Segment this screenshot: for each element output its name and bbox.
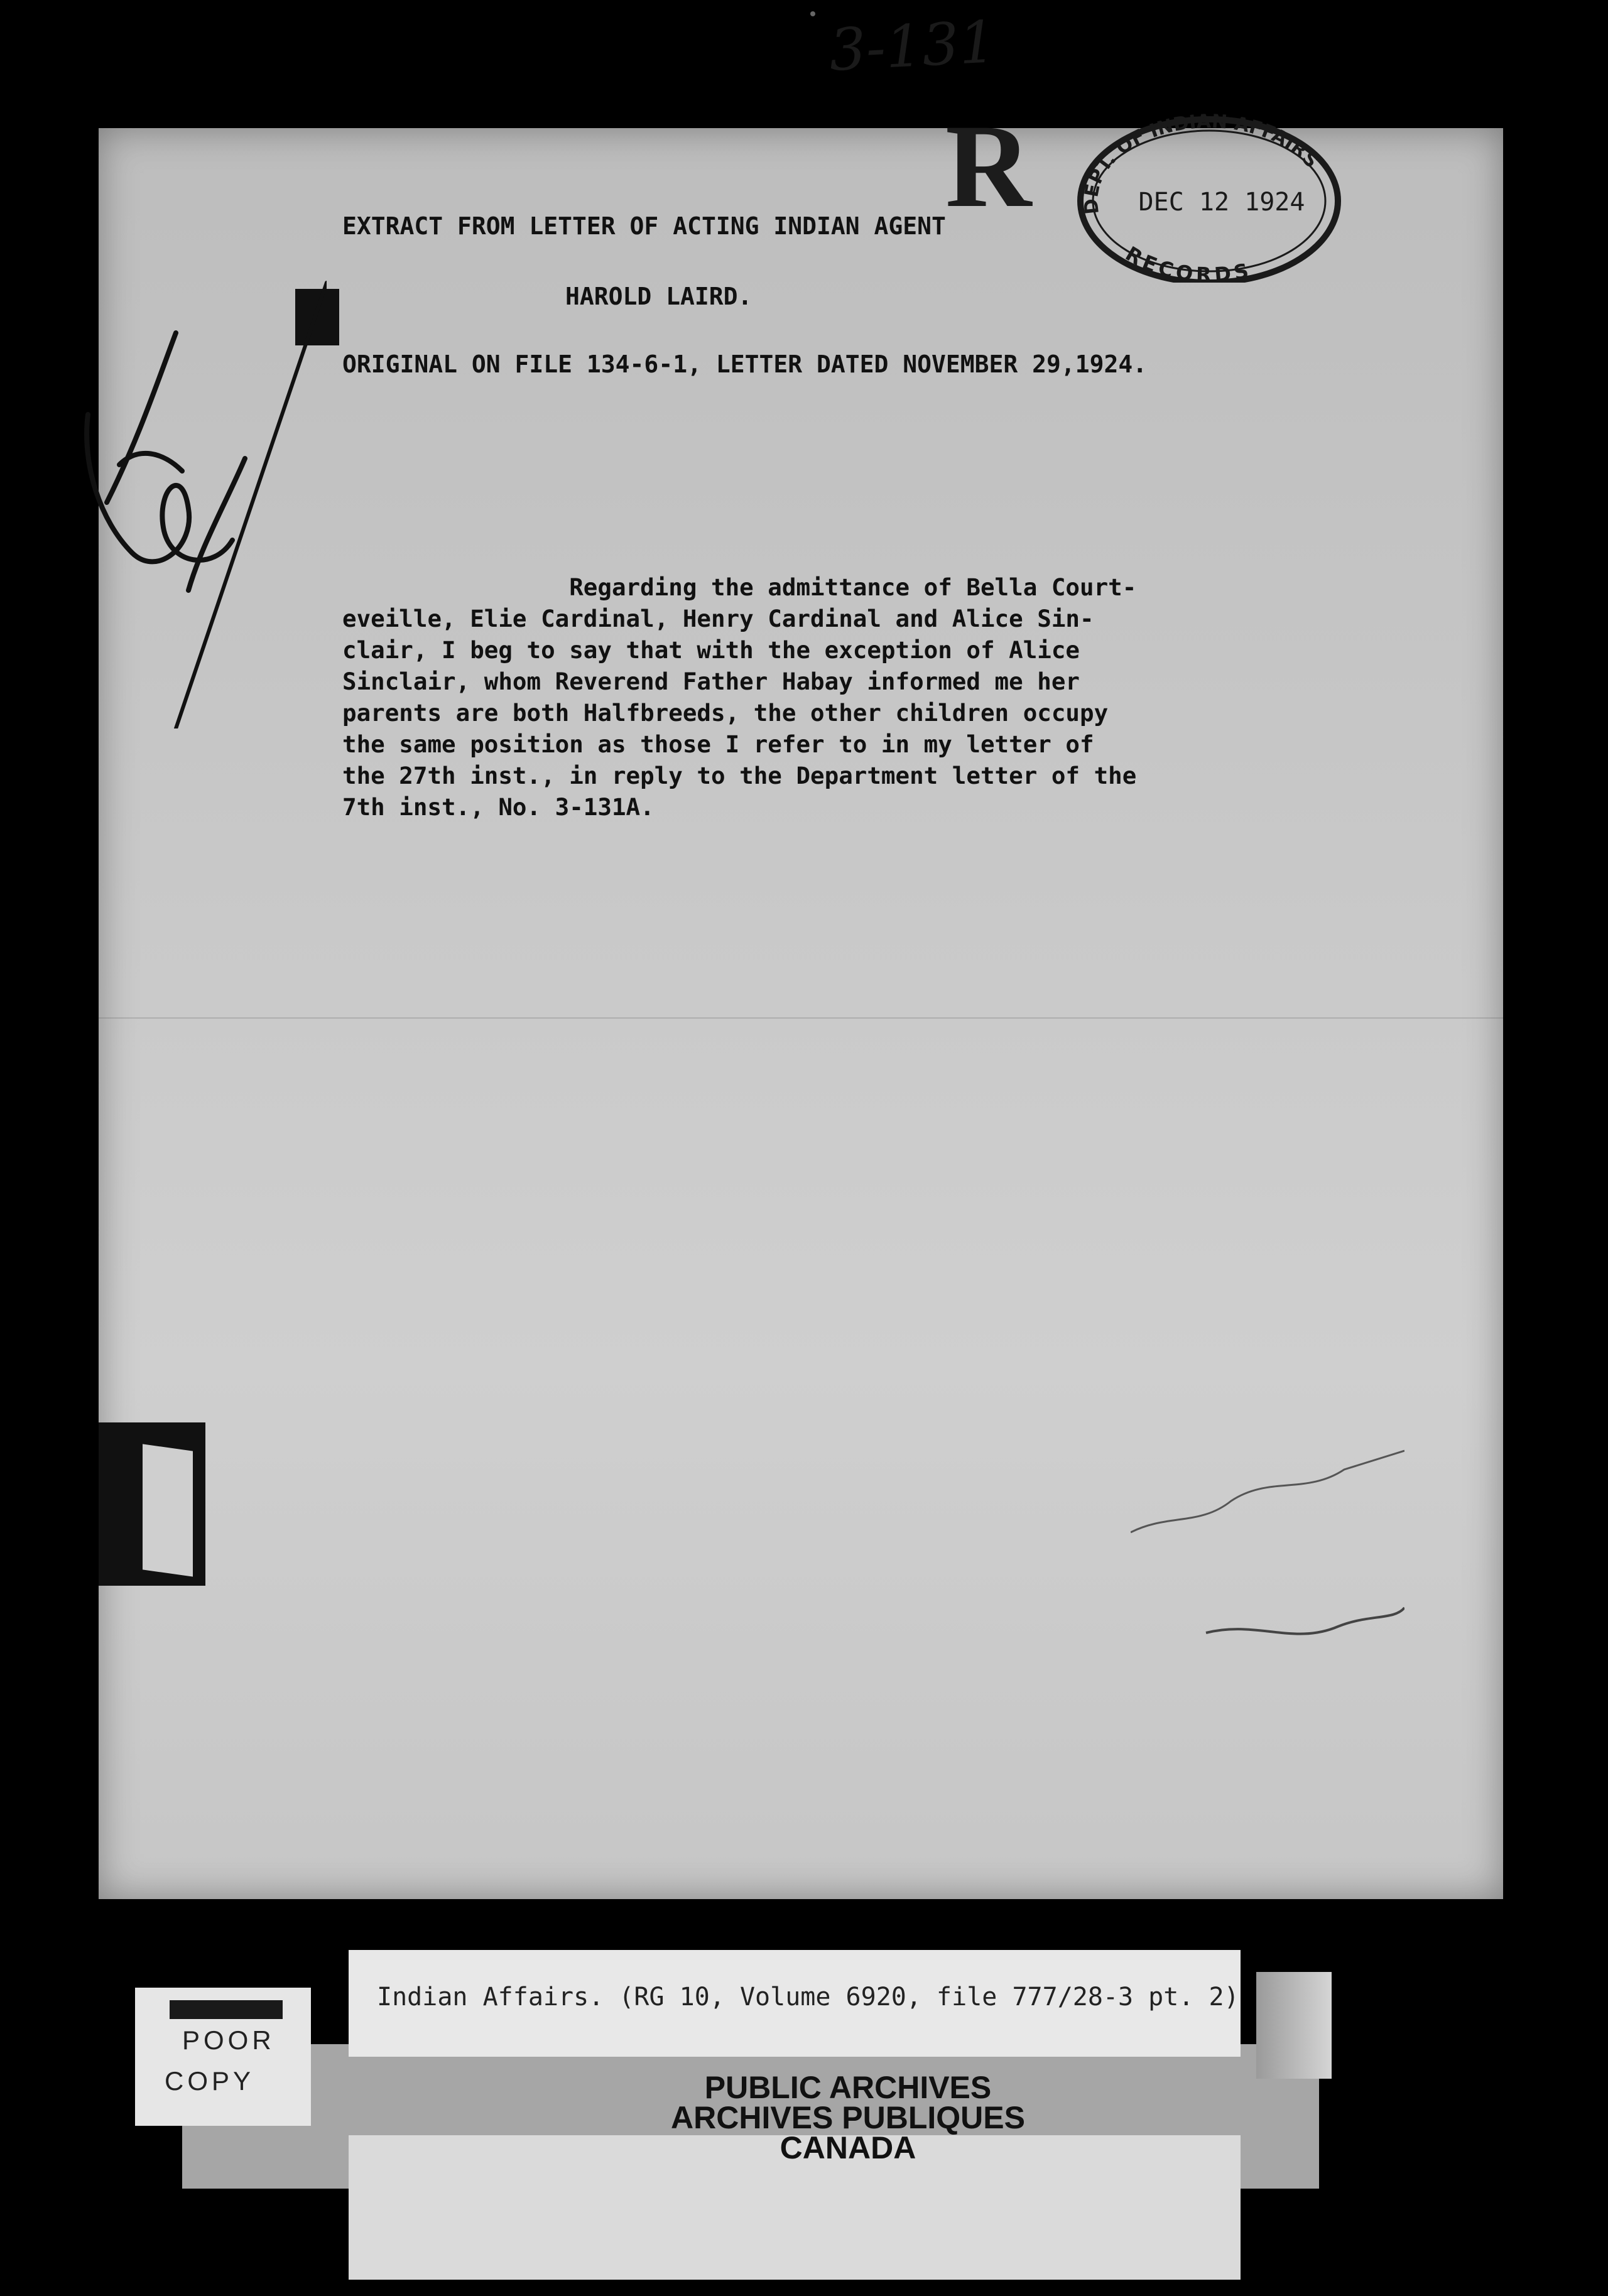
- poor-copy-card: [135, 1988, 311, 2126]
- page-fold-line: [99, 1017, 1503, 1019]
- archives-line-english: PUBLIC ARCHIVES: [704, 2070, 992, 2105]
- extract-heading-line-3: ORIGINAL ON FILE 134-6-1, LETTER DATED NOVEMBER 29,1924.: [342, 350, 1148, 378]
- body-line: the 27th inst., in reply to the Department letter of the: [342, 762, 1137, 789]
- public-archives-stamp: [565, 2072, 1131, 2163]
- paper-tear-cracks: [1131, 1350, 1404, 1677]
- archives-line-country: CANADA: [780, 2130, 916, 2165]
- extract-heading-line-2: HAROLD LAIRD.: [565, 283, 752, 310]
- handwritten-file-number: 3-131: [827, 8, 997, 84]
- stamp-department-text: DEPT. OF INDIAN AFFAIRS: [1080, 111, 1323, 215]
- archives-line-french: ARCHIVES PUBLIQUES: [671, 2100, 1025, 2135]
- body-line: parents are both Halfbreeds, the other children occupy: [342, 699, 1109, 727]
- handwritten-initials-signature: [63, 276, 327, 728]
- body-line: the same position as those I refer to in my letter of: [342, 730, 1094, 758]
- label-edge-flap: [1256, 1972, 1332, 2079]
- letter-body: [342, 571, 1448, 823]
- archive-citation: Indian Affairs. (RG 10, Volume 6920, file 777/28-3 pt. 2): [377, 1983, 1239, 2012]
- received-date-stamp: [1055, 94, 1357, 283]
- body-line: eveille, Elie Cardinal, Henry Cardinal and Alice Sin-: [342, 605, 1094, 632]
- body-line: 7th inst., No. 3-131A.: [342, 793, 655, 821]
- redacted-mark: [170, 2000, 283, 2019]
- extract-heading-line-1: EXTRACT FROM LETTER OF ACTING INDIAN AGENT: [342, 212, 946, 240]
- stamp-records-text: RECORDS: [1121, 241, 1254, 283]
- poor-copy-line-1: POOR: [182, 2025, 275, 2055]
- svg-text:RECORDS: [1121, 242, 1254, 283]
- stamp-date-text: DEC 12 1924: [1138, 188, 1305, 217]
- body-line: clair, I beg to say that with the exception of Alice: [342, 636, 1080, 664]
- registry-r-stamp: R: [945, 100, 1032, 232]
- poor-copy-line-2: COPY: [165, 2066, 255, 2096]
- torn-left-edge: [99, 1422, 205, 1586]
- film-speck: [810, 11, 815, 16]
- body-line: Regarding the admittance of Bella Court-: [342, 573, 1137, 601]
- torn-paper-flap: [143, 1444, 193, 1576]
- body-line: Sinclair, whom Reverend Father Habay informed me her: [342, 668, 1080, 695]
